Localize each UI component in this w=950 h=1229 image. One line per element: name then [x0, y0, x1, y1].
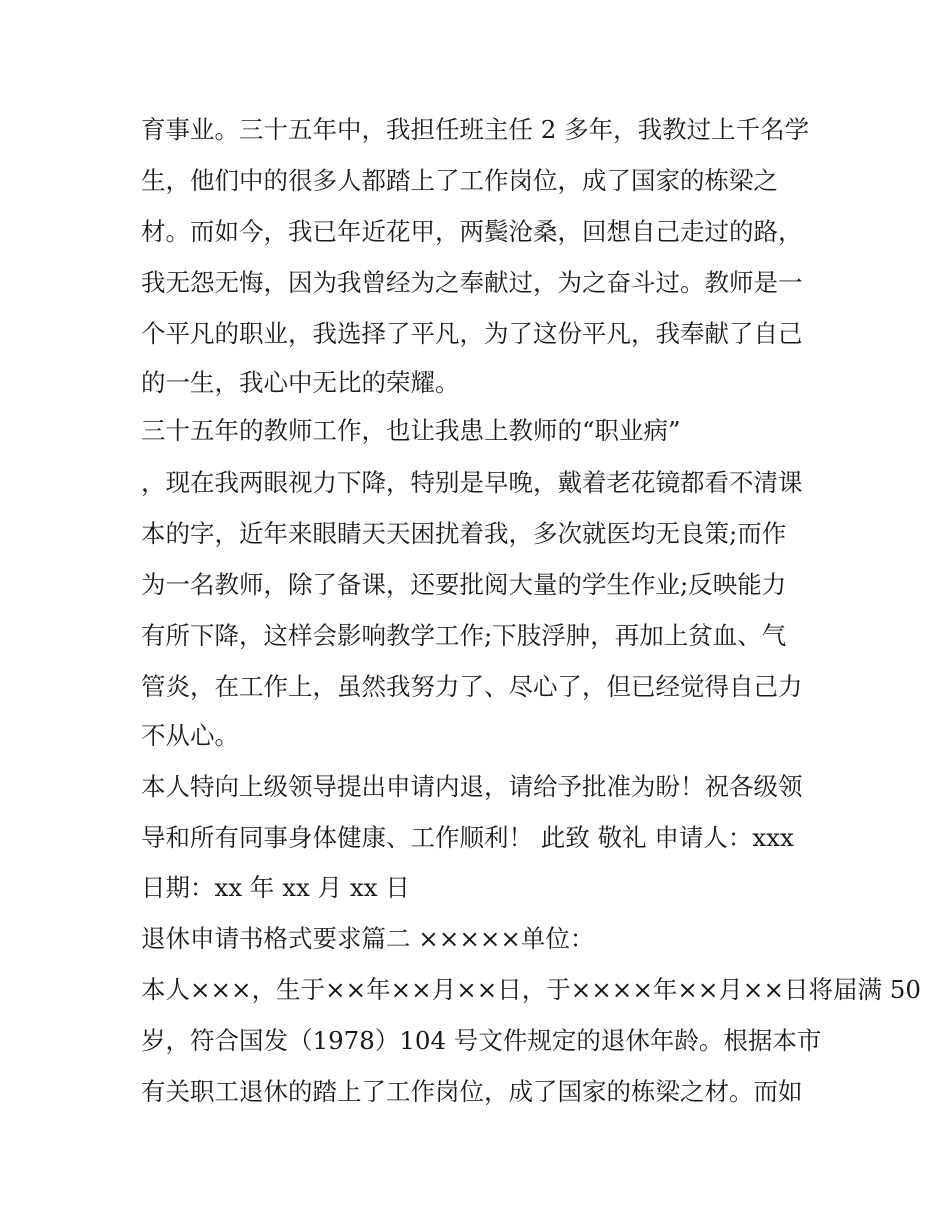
text-line: 本人×××，生于××年××月××日，于××××年××月××日将届满 50	[141, 975, 921, 1004]
text-line: 退休申请书格式要求篇二 ×××××单位：	[141, 924, 595, 953]
text-line: 三十五年的教师工作，也让我患上教师的“职业病”	[141, 416, 681, 445]
text-line: 个平凡的职业，我选择了平凡，为了这份平凡，我奉献了自己	[141, 319, 803, 348]
text-line: 有关职工退休的踏上了工作岗位，成了国家的栋梁之材。而如	[141, 1077, 803, 1106]
text-line: 管炎，在工作上，虽然我努力了、尽心了，但已经觉得自己力	[141, 672, 803, 701]
text-line: 本人特向上级领导提出申请内退，请给予批准为盼！祝各级领	[141, 772, 803, 801]
text-line: 我无怨无悔，因为我曾经为之奉献过，为之奋斗过。教师是一	[141, 268, 803, 297]
text-line: 导和所有同事身体健康、工作顺利！ 此致 敬礼 申请人：xxx	[141, 823, 794, 852]
text-line: 有所下降，这样会影响教学工作;下肢浮肿，再加上贫血、气	[141, 621, 787, 650]
text-line: 不从心。	[141, 721, 239, 750]
text-line: 本的字，近年来眼睛天天困扰着我，多次就医均无良策;而作	[141, 519, 787, 548]
text-line: 材。而如今，我已年近花甲，两鬓沧桑，回想自己走过的路，	[141, 217, 803, 246]
text-line: ，现在我两眼视力下降，特别是早晚，戴着老花镜都看不清课	[141, 468, 803, 497]
text-line: 为一名教师，除了备课，还要批阅大量的学生作业;反映能力	[141, 570, 787, 599]
text-line: 生，他们中的很多人都踏上了工作岗位，成了国家的栋梁之	[141, 166, 778, 195]
text-line: 岁，符合国发（1978）104 号文件规定的退休年龄。根据本市	[141, 1026, 822, 1055]
text-line: 育事业。三十五年中，我担任班主任 2 多年，我教过上千名学	[141, 115, 810, 144]
text-line: 日期：xx 年 xx 月 xx 日	[141, 873, 410, 902]
text-line: 的一生，我心中无比的荣耀。	[141, 368, 460, 397]
